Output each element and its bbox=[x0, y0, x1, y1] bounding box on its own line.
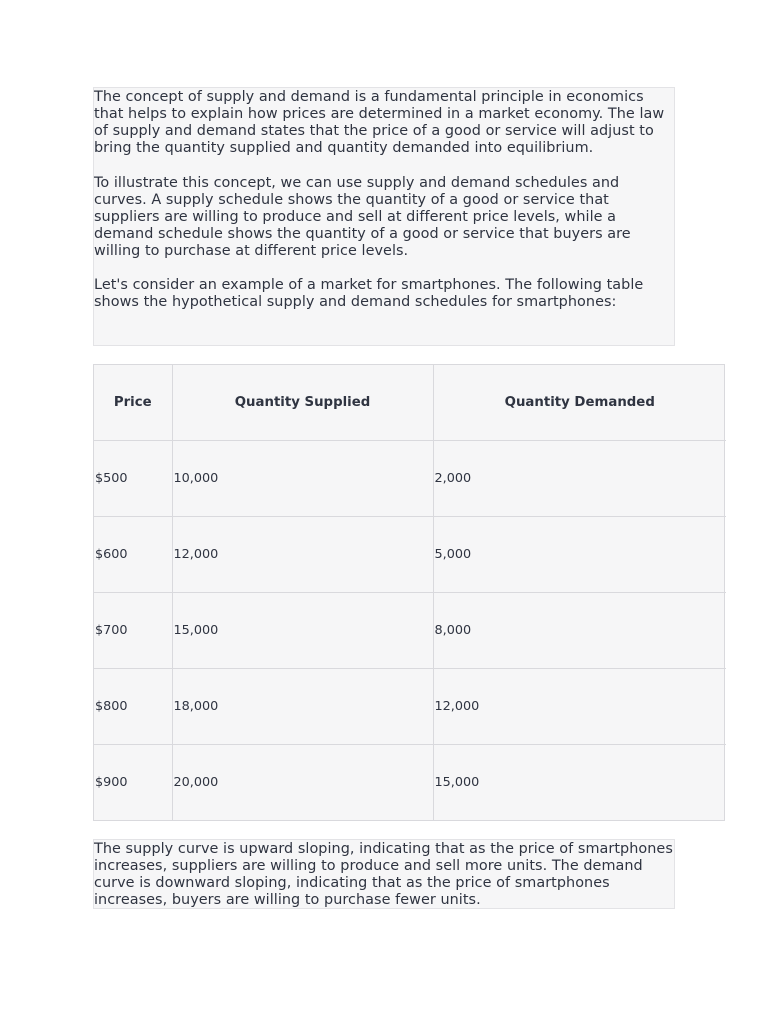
intro-paragraph-2: To illustrate this concept, we can use supply and demand schedules and curves. A supply schedule shows the quantity of a good or service that suppliers are willing to produce and sell at different price levels, while a demand schedule shows the quantity of a good or service that buyers are willing to purchase at different price levels. bbox=[94, 174, 631, 259]
table-row bbox=[94, 669, 726, 745]
quantity-supplied-cell: 20,000 bbox=[172, 745, 433, 821]
intro-text-block bbox=[93, 87, 675, 346]
price-cell: $900 bbox=[94, 745, 172, 821]
quantity-demanded-cell: 15,000 bbox=[433, 745, 726, 821]
header-quantity-demanded: Quantity Demanded bbox=[433, 365, 726, 441]
quantity-supplied-cell: 18,000 bbox=[172, 669, 433, 745]
quantity-supplied-cell: 10,000 bbox=[172, 441, 433, 517]
quantity-demanded-cell: 2,000 bbox=[433, 441, 726, 517]
header-quantity-supplied: Quantity Supplied bbox=[172, 365, 433, 441]
table-row bbox=[94, 593, 726, 669]
price-cell: $600 bbox=[94, 517, 172, 593]
supply-demand-table bbox=[93, 364, 725, 821]
outro-paragraph-1: The supply curve is upward sloping, indicating that as the price of smartphones increases, suppliers are willing to produce and sell more units. The demand curve is downward sloping, indicating that as the price of smartphones increases, buyers are willing to purchase fewer units. bbox=[94, 841, 673, 908]
table-header-row bbox=[94, 365, 726, 441]
price-cell: $700 bbox=[94, 593, 172, 669]
intro-paragraph-1: The concept of supply and demand is a fundamental principle in economics that helps to explain how prices are determined in a market economy. The law of supply and demand states that the price of a good or service will adjust to bring the quantity supplied and quantity demanded into equilibrium. bbox=[94, 89, 665, 156]
quantity-demanded-cell: 8,000 bbox=[433, 593, 726, 669]
price-cell: $800 bbox=[94, 669, 172, 745]
intro-paragraph-3: Let's consider an example of a market for smartphones. The following table shows the hypothetical supply and demand schedules for smartphones: bbox=[94, 277, 644, 310]
quantity-supplied-cell: 12,000 bbox=[172, 517, 433, 593]
price-cell: $500 bbox=[94, 441, 172, 517]
table-row bbox=[94, 745, 726, 821]
table-row bbox=[94, 441, 726, 517]
quantity-demanded-cell: 5,000 bbox=[433, 517, 726, 593]
outro-text-block bbox=[93, 839, 675, 909]
header-price: Price bbox=[94, 365, 172, 441]
quantity-demanded-cell: 12,000 bbox=[433, 669, 726, 745]
quantity-supplied-cell: 15,000 bbox=[172, 593, 433, 669]
table-row bbox=[94, 517, 726, 593]
